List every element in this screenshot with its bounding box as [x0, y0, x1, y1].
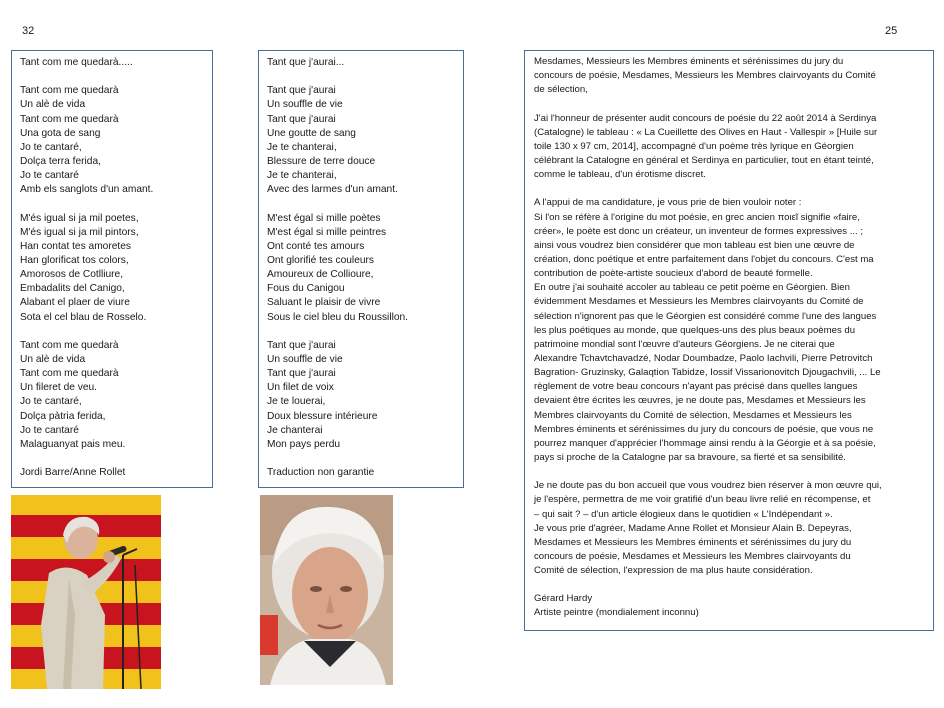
letter-line: Membres clairvoyants du Comité de sélection, Mesdames et Messieurs les	[534, 409, 852, 421]
poem-french-line: Traduction non garantie	[267, 467, 375, 479]
letter-line	[534, 578, 924, 592]
poem-french-line	[267, 325, 455, 339]
poem-catalan-line: Tant com me quedarà	[20, 85, 119, 97]
poem-catalan-line	[20, 325, 204, 339]
letter-line: toile 130 x 97 cm, 2014], accompagné d'un poème très lyrique en Géorgien	[534, 140, 854, 152]
letter-line: célébrant la Catalogne en général et Serdinya en particulier, tout en étant teinté,	[534, 154, 874, 166]
poem-french-line: Ont conté tes amours	[267, 240, 365, 252]
poem-catalan-line: Dolça pàtria ferida,	[20, 410, 106, 422]
letter-line: créer», le poète est donc un créateur, un inventeur de formes expressives ... ;	[534, 225, 864, 237]
letter-line: création, donc poétique et entre parfaitement dans l'objet du concours. C'est ma	[534, 253, 874, 265]
poem-french-line: Blessure de terre douce	[267, 155, 376, 167]
letter-line: je l'espère, permettra de me voir gratifié d'un beau livre relié en récompense, et	[534, 494, 871, 506]
poem-catalan-line: Jo te cantaré,	[20, 396, 82, 408]
letter-line: Bagration- Gruzinsky, Galaqtion Tabidze, Iossif Vissarionovitch Djougachvili, ... Le	[534, 367, 881, 379]
poem-french-line: Je te chanterai,	[267, 170, 337, 182]
letter-line: évidemment Mesdames et Messieurs les Membres clairvoyants du Comité de	[534, 296, 864, 308]
poem-catalan-line: Jo te cantaré,	[20, 141, 82, 153]
letter-line: concours de poésie, Mesdames et Messieurs les Membres clairvoyants du	[534, 550, 851, 562]
letter-line: comme le tableau, d'un érotisme discret.	[534, 169, 706, 181]
poem-french-line: Tant que j'aurai	[267, 339, 336, 351]
poem-french-line: Un filet de voix	[267, 382, 334, 394]
poem-french-line: Tant que j'aurai...	[267, 57, 345, 68]
letter-line: ainsi vous voudrez bien considérer que mon tableau est bien une œuvre de	[534, 239, 855, 251]
letter-line: pourrez manquer d'apprécier l'hommage ainsi rendu à la Géorgie et à sa poésie,	[534, 437, 876, 449]
poem-catalan-line: Embadalits del Canigo,	[20, 283, 125, 295]
poem-catalan-line	[20, 197, 204, 211]
letter-line: concours de poésie, Mesdames, Messieurs les Membres clairvoyants du Comité	[534, 70, 876, 82]
letter-line: Mesdames, Messieurs les Membres éminents et sérénissimes du jury du	[534, 56, 844, 67]
poem-catalan-line: Alabant el plaer de viure	[20, 297, 130, 309]
letter-line: règlement de votre beau concours n'ayant pas précisé dans quelles langues	[534, 381, 858, 393]
letter-line: Membres éminents et sérénissimes du jury du concours de poésie, que vous ne	[534, 423, 874, 435]
portrait-photo-image	[260, 495, 393, 685]
letter-box	[524, 50, 934, 631]
poem-french-line	[267, 452, 455, 466]
poem-catalan-line	[20, 452, 204, 466]
poem-catalan-line: Tant com me quedarà	[20, 113, 119, 125]
poem-french-line: Sous le ciel bleu du Roussillon.	[267, 311, 409, 323]
poem-french-line: M'est égal si mille peintres	[267, 226, 387, 238]
poem-french-line: Tant que j'aurai	[267, 113, 336, 125]
poem-catalan-line: Dolça terra ferida,	[20, 155, 101, 167]
letter-line: Si l'on se réfère à l'origine du mot poésie, en grec ancien ποιεῖ signifie «faire,	[534, 211, 860, 223]
poem-catalan-line: Jo te cantaré	[20, 424, 79, 436]
poem-catalan-line: Tant com me quedarà	[20, 339, 119, 351]
poem-french-line	[267, 70, 455, 84]
page-number-right: 25	[885, 25, 898, 37]
poem-catalan-line: Han glorificat tos colors,	[20, 254, 129, 266]
poem-catalan-line: Han contat tes amoretes	[20, 240, 131, 252]
letter-line: En outre j'ai souhaité accoler au tableau ce petit poème en Géorgien. Bien	[534, 282, 850, 294]
poem-french-line: Mon pays perdu	[267, 438, 341, 450]
letter-line: de sélection,	[534, 84, 588, 96]
poem-catalan-line: Un fileret de veu.	[20, 382, 98, 394]
poem-french-line: Une goutte de sang	[267, 127, 356, 139]
letter-line: les plus poétiques au monde, que quelques-uns des plus beaux poèmes du	[534, 324, 856, 336]
poem-catalan-line: M'és igual si ja mil pintors,	[20, 226, 139, 238]
poem-french-line: Saluant le plaisir de vivre	[267, 297, 381, 309]
letter-line: (Catalogne) le tableau : « La Cueillette des Olives en Haut - Vallespir » [Huile sur	[534, 126, 878, 138]
letter-line: – qui sait ? – d'un article élogieux dans le quotidien « L'Indépendant ».	[534, 508, 833, 520]
poem-catalan-line: Una gota de sang	[20, 127, 101, 139]
letter-line: Gérard Hardy	[534, 593, 593, 605]
singer-photo	[11, 495, 161, 689]
poem-french-line	[267, 197, 455, 211]
poem-french-line: Avec des larmes d'un amant.	[267, 184, 398, 196]
poem-catalan-line: Amb els sanglots d'un amant.	[20, 184, 154, 196]
poem-french-line: M'est égal si mille poètes	[267, 212, 381, 224]
letter-line: sélection n'ignorent pas que le Géorgien est considéré comme l'une des langues	[534, 310, 877, 322]
letter-line: patrimoine mondial sont l'œuvre d'auteurs Géorgiens. Je ne citerai que	[534, 338, 835, 350]
letter-line: A l'appui de ma candidature, je vous prie de bien vouloir noter :	[534, 197, 802, 209]
poem-catalan-line: Un alè de vida	[20, 99, 86, 111]
poem-catalan-line: Malaguanyat pais meu.	[20, 438, 126, 450]
poem-french-line: Fous du Canigou	[267, 283, 345, 295]
letter-line: Je ne doute pas du bon accueil que vous voudrez bien réserver à mon œuvre qui,	[534, 480, 882, 492]
poem-french-line: Je te chanterai,	[267, 141, 337, 153]
letter-line	[534, 97, 924, 111]
poem-catalan-line: Jordi Barre/Anne Rollet	[20, 467, 126, 479]
poem-catalan-line: Jo te cantaré	[20, 170, 79, 182]
letter-line: Alexandre Tchavtchavadzé, Nodar Doumbadze, Paolo Iachvili, Pierre Petrovitch	[534, 352, 873, 364]
poem-catalan-line: Sota el cel blau de Rosselo.	[20, 311, 147, 323]
poem-french-line: Je te louerai,	[267, 396, 326, 408]
letter-line	[534, 465, 924, 479]
letter-line	[534, 182, 924, 196]
letter-line: J'ai l'honneur de présenter audit concours de poésie du 22 août 2014 à Serdinya	[534, 112, 877, 124]
letter-line: Je vous prie d'agréer, Madame Anne Rollet et Monsieur Alain B. Depeyras,	[534, 522, 852, 534]
portrait-photo	[260, 495, 393, 685]
poem-catalan-line: Tant com me quedarà	[20, 368, 119, 380]
page-number-left: 32	[22, 25, 35, 37]
poem-french-line: Un souffle de vie	[267, 99, 343, 111]
letter-line: Mesdames et Messieurs les Membres éminents et sérénissimes du jury du	[534, 536, 852, 548]
poem-french-line: Ont glorifié tes couleurs	[267, 254, 375, 266]
poem-catalan-line: Tant com me quedarà.....	[20, 57, 133, 68]
singer-photo-image	[11, 495, 161, 689]
poem-french-line: Amoureux de Collioure,	[267, 269, 374, 281]
poem-french-line: Tant que j'aurai	[267, 85, 336, 97]
letter-line: contribution de poète-artiste soucieux d'abord de beauté formelle.	[534, 268, 813, 280]
poem-french-line: Je chanterai	[267, 424, 323, 436]
poem-french-line: Un souffle de vie	[267, 353, 343, 365]
poem-catalan-line	[20, 70, 204, 84]
poem-catalan-box	[11, 50, 213, 488]
letter-line: Artiste peintre (mondialement inconnu)	[534, 607, 699, 619]
poem-french-box	[258, 50, 464, 488]
poem-catalan-line: Un alè de vida	[20, 353, 86, 365]
poem-catalan-line: Amorosos de Cotlliure,	[20, 269, 124, 281]
poem-french-line: Doux blessure intérieure	[267, 410, 378, 422]
letter-line: Comité de sélection, l'expression de ma plus haute considération.	[534, 565, 813, 577]
poem-french-line: Tant que j'aurai	[267, 368, 336, 380]
letter-line: devaient être écrites les œuvres, je ne doute pas, Mesdames et Messieurs les	[534, 395, 866, 407]
letter-line: pays si proche de la Catalogne par sa bravoure, sa fierté et sa sensibilité.	[534, 451, 846, 463]
poem-catalan-line: M'és igual si ja mil poetes,	[20, 212, 139, 224]
